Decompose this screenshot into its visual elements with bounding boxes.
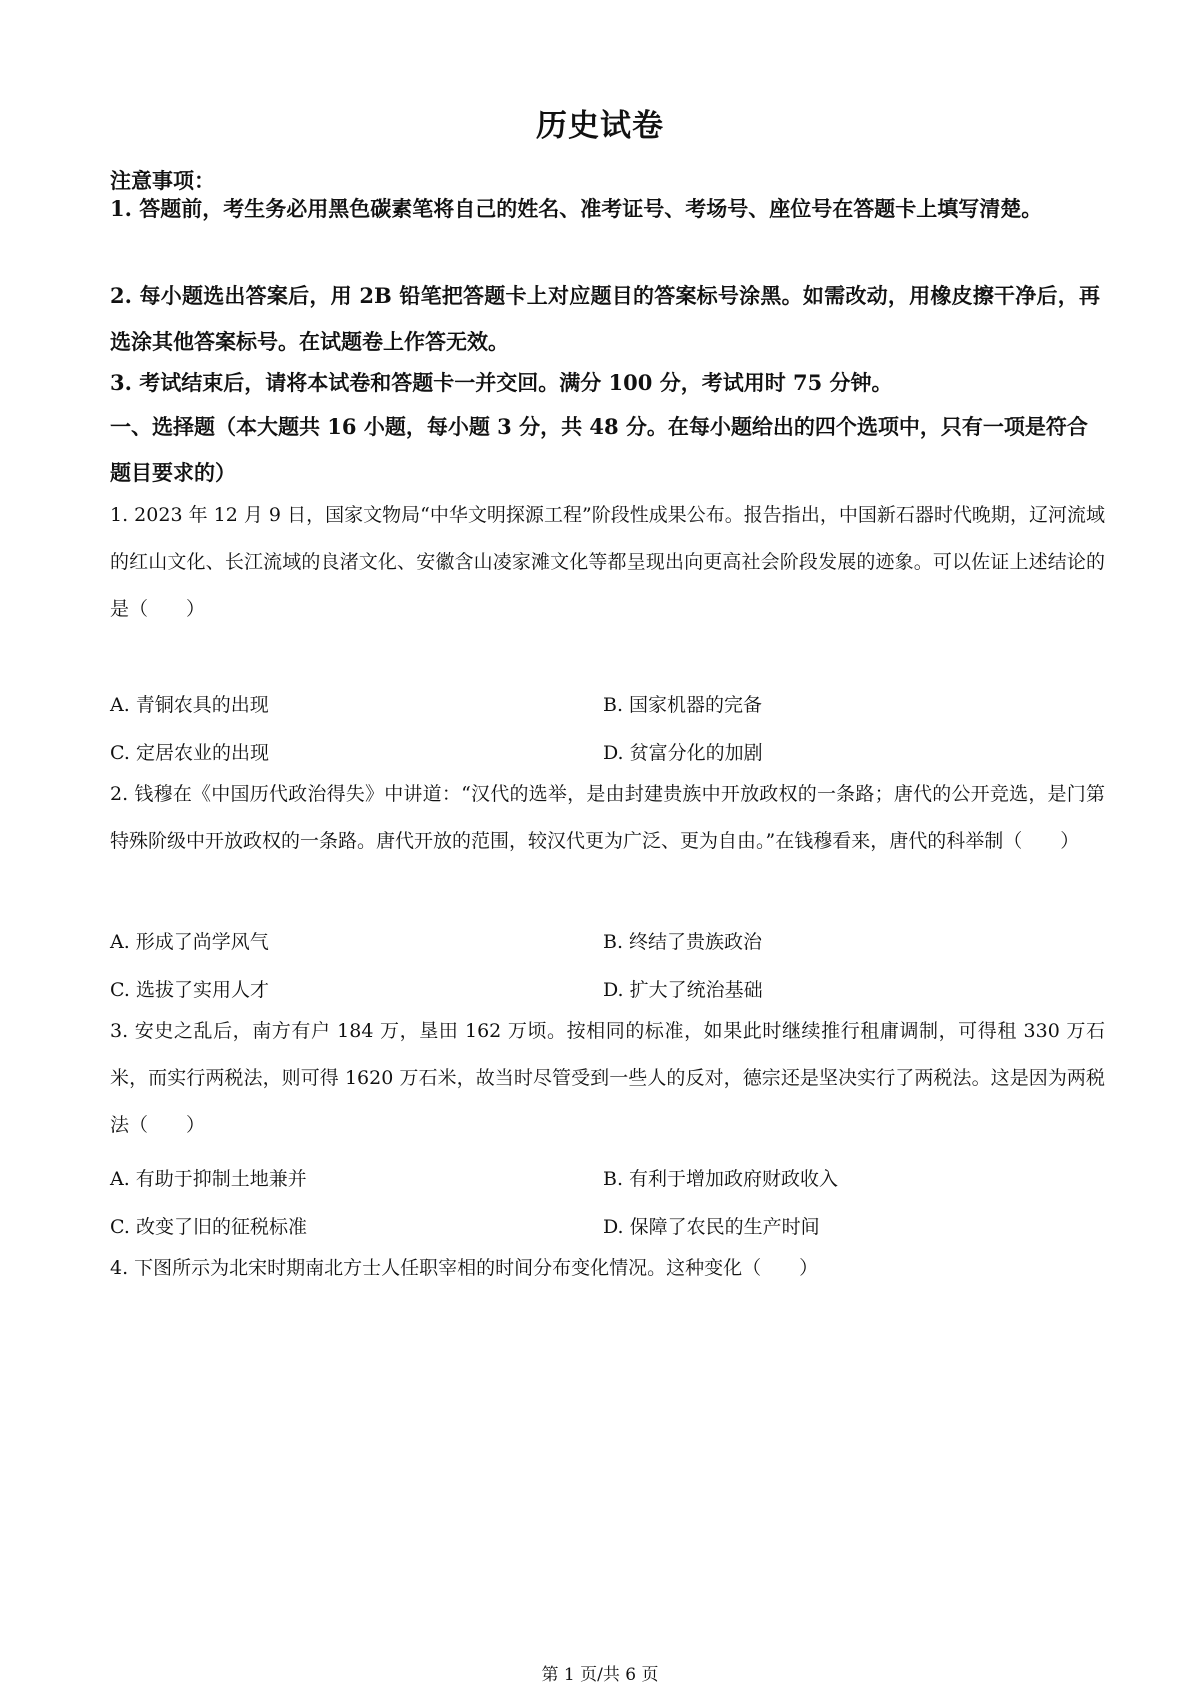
- notice-item-3: 3. 考试结束后，请将本试卷和答题卡一并交回。满分 100 分，考试用时 75 分钟。: [110, 370, 893, 395]
- question-1-option-d: D. 贫富分化的加剧: [603, 742, 763, 764]
- question-1-option-b: B. 国家机器的完备: [603, 694, 763, 716]
- section-heading: 一、选择题（本大题共 16 小题，每小题 3 分，共 48 分。在每小题给出的四个选项中，只有一项是符合题目要求的）: [110, 414, 1088, 485]
- question-2-option-b: B. 终结了贵族政治: [603, 931, 763, 953]
- question-1-option-a: A. 青铜农具的出现: [110, 694, 269, 716]
- question-3-stem: 3. 安史之乱后，南方有户 184 万，垦田 162 万顷。按相同的标准，如果此时继续推行租庸调制，可得租 330 万石米，而实行两税法，则可得 1620 万石米，故当时尽管受到一些人的反对，德宗还是坚决实行了两税法。这是因为两税法（ ）: [110, 1020, 1105, 1136]
- question-3-option-b: B. 有利于增加政府财政收入: [603, 1168, 839, 1190]
- question-1-option-c: C. 定居农业的出现: [110, 742, 269, 764]
- question-2-option-a: A. 形成了尚学风气: [110, 931, 269, 953]
- question-3-option-c: C. 改变了旧的征税标准: [110, 1216, 307, 1238]
- question-3-option-d: D. 保障了农民的生产时间: [603, 1216, 820, 1238]
- page-footer: 第 1 页/共 6 页: [541, 1665, 659, 1685]
- notice-heading: 注意事项：: [110, 168, 215, 193]
- notice-item-2: 2. 每小题选出答案后，用 2B 铅笔把答题卡上对应题目的答案标号涂黑。如需改动，用橡皮擦干净后，再选涂其他答案标号。在试题卷上作答无效。: [110, 283, 1100, 354]
- question-3-option-a: A. 有助于抑制土地兼并: [110, 1168, 307, 1190]
- question-2-option-c: C. 选拔了实用人才: [110, 979, 269, 1001]
- question-4-stem: 4. 下图所示为北宋时期南北方士人任职宰相的时间分布变化情况。这种变化（ ）: [110, 1257, 819, 1279]
- page-title: 历史试卷: [536, 108, 664, 144]
- notice-item-1: 1. 答题前，考生务必用黑色碳素笔将自己的姓名、准考证号、考场号、座位号在答题卡上填写清楚。: [110, 196, 1043, 221]
- question-1-stem: 1. 2023 年 12 月 9 日，国家文物局“中华文明探源工程”阶段性成果公布。报告指出，中国新石器时代晚期，辽河流域的红山文化、长江流域的良渚文化、安徽含山凌家滩文化等都呈现出向更高社会阶段发展的迹象。可以佐证上述结论的是（ ）: [110, 504, 1105, 620]
- question-2-option-d: D. 扩大了统治基础: [603, 979, 763, 1001]
- question-2-stem: 2. 钱穆在《中国历代政治得失》中讲道：“汉代的选举，是由封建贵族中开放政权的一条路；唐代的公开竞选，是门第特殊阶级中开放政权的一条路。唐代开放的范围，较汉代更为广泛、更为自由。”在钱穆看来，唐代的科举制（ ）: [110, 783, 1105, 852]
